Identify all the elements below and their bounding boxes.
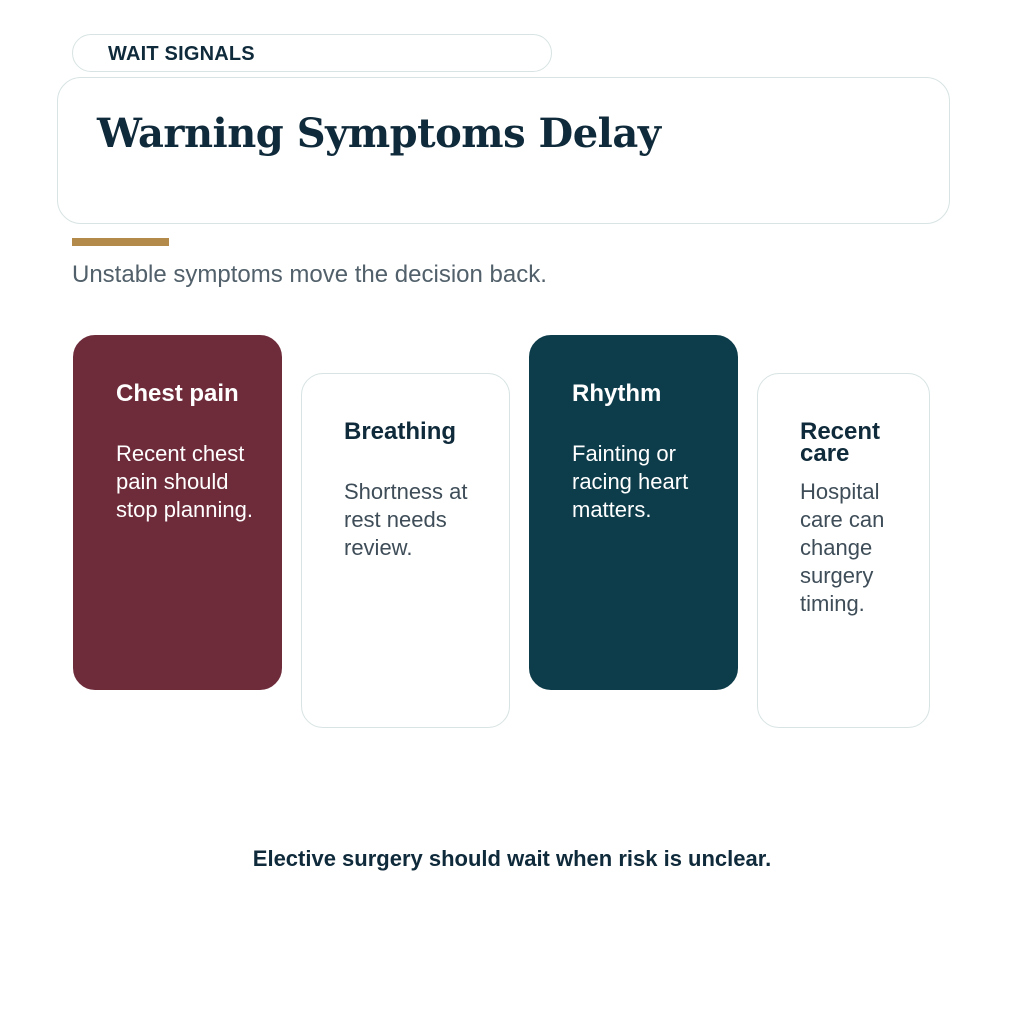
card-body: Hospital care can change surgery timing.: [800, 479, 885, 616]
section-tag-label: WAIT SIGNALS: [108, 43, 255, 65]
card-body: Fainting or racing heart matters.: [572, 441, 689, 522]
footer-note: Elective surgery should wait when risk is unclear.: [252, 846, 772, 871]
card-title: Chest pain: [116, 380, 239, 407]
card-body: Recent chest pain should stop planning.: [116, 441, 253, 522]
card-rhythm: [529, 335, 738, 690]
card-chest-pain: [73, 335, 282, 690]
card-recent-care: [757, 373, 930, 728]
card-breathing: [301, 373, 510, 728]
card-title: Recent care: [800, 418, 881, 467]
card-title: Breathing: [344, 418, 457, 445]
accent-divider: [72, 238, 169, 246]
page-title: Warning Symptoms Delay: [97, 110, 661, 157]
card-body: Shortness at rest needs review.: [344, 479, 468, 560]
title-card: [57, 77, 950, 224]
card-title: Rhythm: [572, 380, 662, 407]
page-subtitle: Unstable symptoms move the decision back.: [72, 261, 547, 288]
section-tag: [72, 34, 552, 72]
